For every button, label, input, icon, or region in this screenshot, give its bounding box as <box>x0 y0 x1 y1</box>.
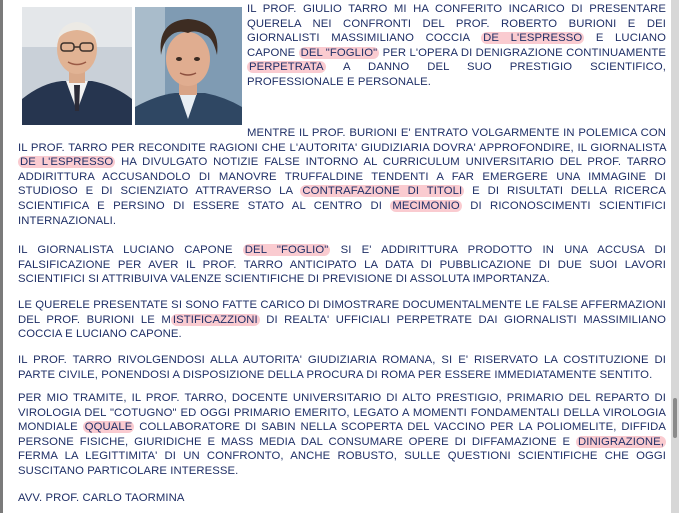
highlight-espresso-2: DE L'ESPRESSO <box>20 156 114 169</box>
paragraph-2: IL GIORNALISTA LUCIANO CAPONE DEL "FOGLIO" SI E' ADDIRITTURA PRODOTTO IN UNA ACCUSA DI FALSIFICAZIONE PER AVER IL PROF. TARRO ANTICIPATO LA DATA DI PUBBLICAZIONE DI DUE SUOI LAVORI SCIENTIFICI SI ATTRIBUIVA VALENZE SCIENTIFICHE DI PREVISIONE DI ASSOLUTA IMPORTANZA. <box>18 244 667 286</box>
highlight-mistificazioni: ISTIFICAZZIONI <box>172 313 258 326</box>
intro-paragraph: IL PROF. GIULIO TARRO MI HA CONFERITO INCARICO DI PRESENTARE QUERELA NEI CONFRONTI DEL PROF. ROBERTO BURIONI E DEI GIORNALISTI MASSIMILIANO COCCIA DE L'ESPRESSO E LUCIANO CAPONE DEL "FOGLIO" PER L'OPERA DI DENIGRAZIONE CONTINUAMENTE PERPETRATA A DANNO DEL SUO PRESTIGIO SCIENTIFICO, PROFESSIONALE E PERSONALE. <box>247 3 666 88</box>
highlight-perpetrata: PERPETRATA <box>249 61 324 74</box>
highlight-foglio: DEL "FOGLIO" <box>300 46 378 59</box>
highlight-qquale: QQUALE <box>84 421 133 434</box>
portrait-image <box>22 7 132 125</box>
highlight-mecimonio: MECIMONIO <box>392 199 460 212</box>
left-frame-edge <box>0 0 3 513</box>
paragraph-4: IL PROF. TARRO RIVOLGENDOSI ALLA AUTORITA' GIUDIZIARIA ROMANA, SI E' RISERVATO LA COSTITUZIONE DI PARTE CIVILE, PONENDOSI A DISPOSIZIONE DELLA PROCURA DI ROMA PER ESSERE IMMEDIATAMENTE SENTITO. <box>18 354 666 381</box>
portrait-image <box>135 7 242 125</box>
paragraph-1: MENTRE IL PROF. BURIONI E' ENTRATO VOLGARMENTE IN POLEMICA CON IL PROF. TARRO PER RECONDITE RAGIONI CHE L'AUTORITA' GIUDIZIARIA DOVRA' APPROFONDIRE, IL GIORNALISTA DE L'ESPRESSO HA DIVULGATO NOTIZIE FALSE INTORNO AL CURRICULUM UNIVERSITARIO DEL PROF. TARRO ADDIRITTURA ACCUSANDOLO DI MANOVRE TRUFFALDINE TENDENTI A FAR EMERGERE UNA IMMAGINE DI STUDIOSO E DI SCIENZIATO ATTRAVERSO LA CONTRAFAZIONE DI TITOLI E DI RISULTATI DELLA RICERCA SCIENTIFICA E PERSINO DI ESSERE STATO AL CENTRO DI MECIMONIO DI RICONOSCIMENTI SCIENTIFICI INTERNAZIONALI. <box>18 127 667 227</box>
photo-giulio-tarro <box>22 7 132 125</box>
highlight-contraffazione: CONTRAFAZIONE DI TITOLI <box>302 185 463 198</box>
scrollbar-thumb[interactable] <box>673 398 677 438</box>
highlight-espresso: DE L'ESPRESSO <box>483 32 583 45</box>
signature: AVV. PROF. CARLO TAORMINA <box>18 492 185 504</box>
paragraph-3: LE QUERELE PRESENTATE SI SONO FATTE CARICO DI DIMOSTRARE DOCUMENTALMENTE LE FALSE AFFERMAZIONI DEL PROF. BURIONI LE M ISTIFICAZZIONI DI REALTA' UFFICIALI PERPETRATE DAI GIORNALISTI MASSIMILIANO COCCIA E LUCIANO CAPONE. <box>18 299 666 341</box>
photo-roberto-burioni <box>135 7 242 125</box>
scrollbar[interactable] <box>671 0 679 513</box>
paragraph-5: PER MIO TRAMITE, IL PROF. TARRO, DOCENTE UNIVERSITARIO DI ALTO PRESTIGIO, PRIMARIO DEL REPARTO DI VIROLOGIA DEL "COTUGNO" ED OGGI PRIMARIO EMERITO, LEGATO A MOMENTI FONDAMENTALI DELLA VIROLOGIA MONDIALE QQUALE COLLABORATORE DI SABIN NELLA SCOPERTA DEL VACCINO PER LA POLIOMELITE, DIFFIDA PERSONE FISICHE, GIURIDICHE E MASS MEDIA DAL CONSUMARE OPERE DI DIFFAMAZIONE E DINIGRAZIONE, FERMA LA LEGITTIMITA' DI UN CONFRONTO, ANCHE ROBUSTO, SULLE QUESTIONI SCIENTIFICHE CHE OGGI SUSCITANO PARTICOLARE INTERESSE. <box>18 392 667 477</box>
highlight-denigrazione: DINIGRAZIONE, <box>577 435 664 448</box>
highlight-foglio-2: DEL "FOGLIO" <box>244 244 329 256</box>
